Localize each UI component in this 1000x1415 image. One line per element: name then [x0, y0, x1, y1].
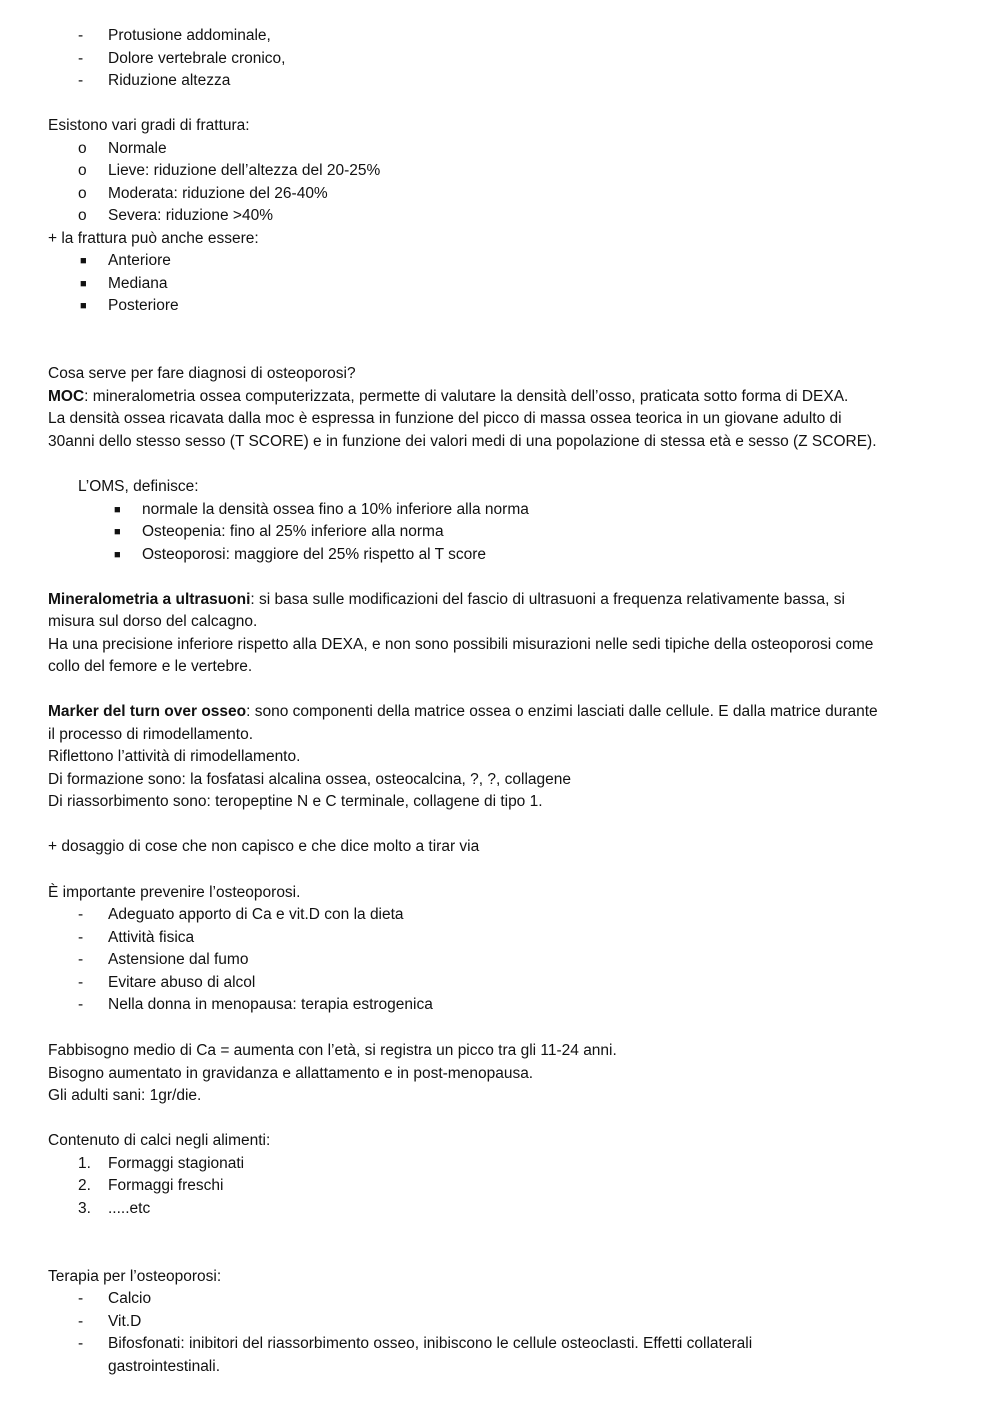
- list-dash: -: [78, 72, 84, 89]
- list-item: .....etc: [108, 1199, 151, 1217]
- paragraph: Esistono vari gradi di frattura:: [48, 117, 250, 134]
- paragraph: Contenuto di calci negli alimenti:: [48, 1132, 271, 1149]
- list-square: ■: [114, 503, 121, 516]
- list-item: Evitare abuso di alcol: [108, 973, 256, 991]
- paragraph: È importante prevenire l’osteoporosi.: [48, 883, 301, 901]
- paragraph: [48, 701, 958, 723]
- list-item: Mediana: [108, 274, 168, 292]
- paragraph: Ha una precisione inferiore rispetto alla DEXA, e non sono possibili misurazioni nelle sedi tipiche della osteoporosi come: [48, 635, 874, 653]
- paragraph: [48, 589, 958, 611]
- list-item: Dolore vertebrale cronico,: [108, 49, 286, 67]
- paragraph: Terapia per l’osteoporosi:: [48, 1267, 222, 1285]
- term-ultrasound: Mineralometria a ultrasuoni: [48, 590, 251, 608]
- list-circle: o: [78, 207, 87, 224]
- list-item: normale la densità ossea fino a 10% inferiore alla norma: [142, 500, 529, 518]
- list-circle: o: [78, 139, 87, 157]
- list-square: ■: [80, 277, 87, 290]
- list-dash: -: [78, 906, 84, 923]
- list-item: Vit.D: [108, 1312, 142, 1330]
- list-square: ■: [114, 548, 121, 561]
- list-dash: -: [78, 973, 84, 991]
- list-item: Astensione dal fumo: [108, 951, 249, 968]
- paragraph: collo del femore e le vertebre.: [48, 658, 253, 675]
- paragraph: Cosa serve per fare diagnosi di osteoporosi?: [48, 365, 356, 382]
- list-dash: -: [78, 27, 84, 44]
- list-item: Formaggi stagionati: [108, 1154, 245, 1172]
- list-item: Lieve: riduzione dell’altezza del 20-25%: [108, 162, 381, 179]
- list-circle: o: [78, 162, 87, 179]
- list-item: Normale: [108, 139, 167, 157]
- list-number: 2.: [78, 1177, 91, 1194]
- list-circle: o: [78, 184, 87, 202]
- list-dash: -: [78, 1312, 84, 1330]
- paragraph: 30anni dello stesso sesso (T SCORE) e in funzione dei valori medi di una popolazione di stessa età e sesso (Z SCORE).: [48, 432, 877, 450]
- paragraph: Riflettono l’attività di rimodellamento.: [48, 748, 301, 765]
- list-item: Calcio: [108, 1290, 152, 1307]
- list-item: Posteriore: [108, 297, 179, 314]
- list-dash: -: [78, 1335, 84, 1352]
- list-item: Anteriore: [108, 252, 171, 269]
- list-item: Osteoporosi: maggiore del 25% rispetto al T score: [142, 545, 487, 563]
- paragraph: Gli adulti sani: 1gr/die.: [48, 1087, 202, 1104]
- list-item: Severa: riduzione >40%: [108, 207, 274, 224]
- paragraph: Fabbisogno medio di Ca = aumenta con l’età, si registra un picco tra gli 11-24 anni.: [48, 1042, 617, 1059]
- paragraph: il processo di rimodellamento.: [48, 725, 254, 743]
- list-square: ■: [80, 255, 87, 267]
- markers-text: : sono componenti della matrice ossea o enzimi lasciati dalle cellule. E dalla matrice durante: [246, 703, 878, 720]
- list-dash: -: [78, 1290, 84, 1307]
- list-item: Bifosfonati: inibitori del riassorbimento osseo, inibiscono le cellule osteoclasti. Effetti collaterali: [108, 1335, 753, 1352]
- list-dash: -: [78, 49, 84, 67]
- list-item: Moderata: riduzione del 26-40%: [108, 184, 328, 202]
- list-number: 3.: [78, 1199, 91, 1217]
- list-dash: -: [78, 928, 84, 946]
- paragraph: La densità ossea ricavata dalla moc è espressa in funzione del picco di massa ossea teorica in un giovane adulto di: [48, 410, 842, 427]
- paragraph: Di formazione sono: la fosfatasi alcalina ossea, osteocalcina, ?, ?, collagene: [48, 770, 571, 788]
- paragraph: Bisogno aumentato in gravidanza e allattamento e in post-menopausa.: [48, 1064, 534, 1082]
- term-markers: Marker del turn over osseo: [48, 703, 247, 720]
- list-number: 1.: [78, 1154, 91, 1172]
- list-item: Nella donna in menopausa: terapia estrogenica: [108, 996, 433, 1013]
- list-item: Riduzione altezza: [108, 72, 231, 89]
- list-item: Adeguato apporto di Ca e vit.D con la dieta: [108, 906, 404, 923]
- ultrasound-text: : si basa sulle modificazioni del fascio di ultrasuoni a frequenza relativamente bassa, si: [250, 590, 845, 608]
- paragraph: [48, 386, 958, 408]
- paragraph: misura sul dorso del calcagno.: [48, 613, 258, 630]
- list-dash: -: [78, 996, 84, 1013]
- list-item: Protusione addominale,: [108, 27, 271, 44]
- paragraph: Di riassorbimento sono: teropeptine N e C terminale, collagene di tipo 1.: [48, 793, 543, 810]
- list-item-continuation: gastrointestinali.: [108, 1357, 221, 1375]
- moc-definition: : mineralometria ossea computerizzata, permette di valutare la densità dell’osso, praticata sotto forma di DEXA.: [84, 387, 849, 405]
- list-dash: -: [78, 951, 84, 968]
- paragraph: L’OMS, definisce:: [78, 478, 199, 495]
- list-item: Formaggi freschi: [108, 1177, 224, 1194]
- list-square: ■: [114, 526, 121, 538]
- list-item: Attività fisica: [108, 928, 195, 946]
- term-moc: MOC: [48, 387, 85, 405]
- list-square: ■: [80, 300, 87, 312]
- paragraph: + dosaggio di cose che non capisco e che dice molto a tirar via: [48, 838, 480, 855]
- paragraph: + la frattura può anche essere:: [48, 229, 259, 247]
- list-item: Osteopenia: fino al 25% inferiore alla norma: [142, 523, 444, 540]
